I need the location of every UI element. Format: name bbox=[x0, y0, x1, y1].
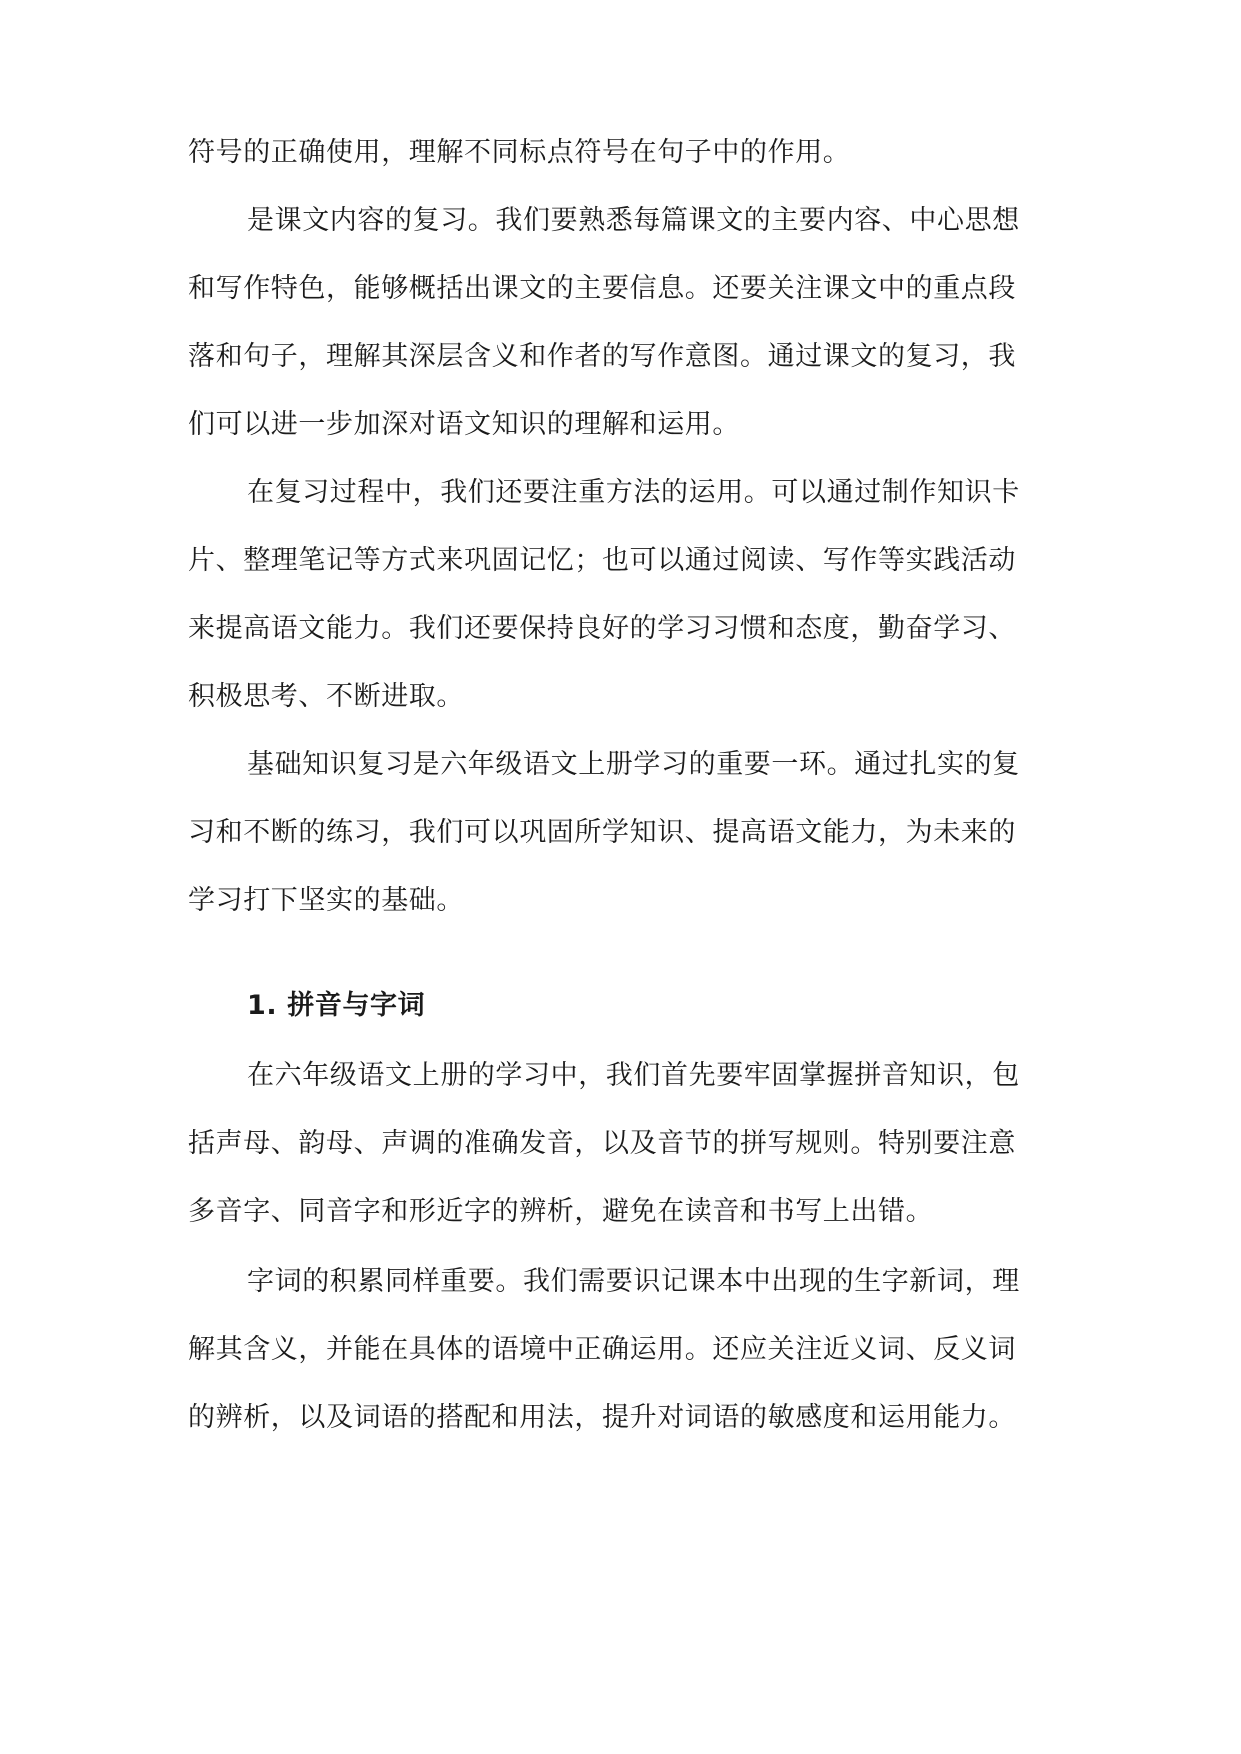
paragraph-line: 落和句子，理解其深层含义和作者的写作意图。通过课文的复习，我 bbox=[188, 341, 1016, 372]
paragraph-line: 片、整理笔记等方式来巩固记忆；也可以通过阅读、写作等实践活动 bbox=[188, 545, 1016, 576]
paragraph-line: 和写作特色，能够概括出课文的主要信息。还要关注课文中的重点段 bbox=[188, 273, 1016, 304]
paragraph-line: 在六年级语文上册的学习中，我们首先要牢固掌握拼音知识，包 bbox=[247, 1060, 1020, 1091]
paragraph-line: 在复习过程中，我们还要注重方法的运用。可以通过制作知识卡 bbox=[247, 477, 1020, 508]
paragraph-line: 的辨析，以及词语的搭配和用法，提升对词语的敏感度和运用能力。 bbox=[188, 1402, 1016, 1433]
paragraph-line: 字词的积累同样重要。我们需要识记课本中出现的生字新词，理 bbox=[247, 1266, 1020, 1297]
paragraph-line: 积极思考、不断进取。 bbox=[188, 681, 464, 712]
paragraph-line: 基础知识复习是六年级语文上册学习的重要一环。通过扎实的复 bbox=[247, 749, 1020, 780]
paragraph-line: 符号的正确使用，理解不同标点符号在句子中的作用。 bbox=[188, 137, 851, 168]
paragraph-line: 多音字、同音字和形近字的辨析，避免在读音和书写上出错。 bbox=[188, 1196, 934, 1227]
section-heading: 1. 拼音与字词 bbox=[247, 990, 426, 1021]
paragraph-line: 学习打下坚实的基础。 bbox=[188, 885, 464, 916]
paragraph-line: 们可以进一步加深对语文知识的理解和运用。 bbox=[188, 409, 740, 440]
paragraph-line: 是课文内容的复习。我们要熟悉每篇课文的主要内容、中心思想 bbox=[247, 205, 1020, 236]
paragraph-line: 习和不断的练习，我们可以巩固所学知识、提高语文能力，为未来的 bbox=[188, 817, 1016, 848]
paragraph-line: 解其含义，并能在具体的语境中正确运用。还应关注近义词、反义词 bbox=[188, 1334, 1016, 1365]
paragraph-line: 来提高语文能力。我们还要保持良好的学习习惯和态度，勤奋学习、 bbox=[188, 613, 1016, 644]
paragraph-line: 括声母、韵母、声调的准确发音，以及音节的拼写规则。特别要注意 bbox=[188, 1128, 1016, 1159]
